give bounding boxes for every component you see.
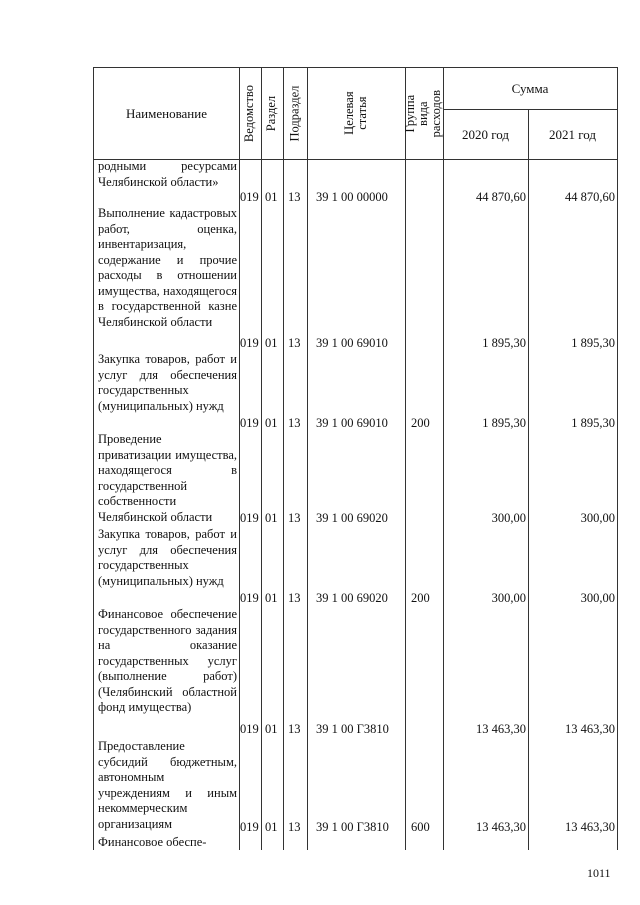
header-name: Наименование xyxy=(126,105,207,121)
row-name: Выполнение кадастровых работ, оценка, инвентаризация, содержание и прочие расходы в отношении имущества, находящегося в государственной казне Челябинской области xyxy=(98,206,237,329)
table-row xyxy=(94,159,617,205)
row-podr: 13 xyxy=(288,590,301,605)
row-podr: 13 xyxy=(288,721,301,736)
row-ved: 019 xyxy=(240,590,259,605)
table-row xyxy=(94,205,617,351)
table-row xyxy=(94,431,617,526)
header-gruppa: Группа вида расходов xyxy=(403,89,444,138)
row-ved: 019 xyxy=(240,335,259,350)
header-2021: 2021 год xyxy=(549,126,596,142)
row-name: Закупка товаров, работ и услуг для обеспечения государственных (муниципальных) нужд xyxy=(98,527,237,588)
row-sum-2020: 300,00 xyxy=(491,590,526,605)
row-ved: 019 xyxy=(240,819,259,834)
row-sum-2020: 300,00 xyxy=(491,510,526,525)
row-cs: 39 1 00 Г3810 xyxy=(316,721,389,736)
row-name: Проведение приватизации имущества, находящегося в государственной собственности Челябинской области xyxy=(98,432,237,524)
row-sum-2021: 1 895,30 xyxy=(571,335,615,350)
row-podr: 13 xyxy=(288,510,301,525)
row-cs: 39 1 00 69020 xyxy=(316,590,388,605)
header-razdel: Раздел xyxy=(264,95,279,132)
row-cs: 39 1 00 69010 xyxy=(316,415,388,430)
row-vr: 200 xyxy=(411,415,430,430)
header-podrazdel: Подраздел xyxy=(287,85,302,142)
row-razd: 01 xyxy=(265,819,278,834)
row-sum-2020: 1 895,30 xyxy=(482,335,526,350)
row-sum-2020: 13 463,30 xyxy=(476,721,526,736)
row-razd: 01 xyxy=(265,590,278,605)
row-sum-2021: 300,00 xyxy=(580,510,615,525)
row-ved: 019 xyxy=(240,721,259,736)
header-celevaya: Целевая статья xyxy=(341,91,369,136)
row-podr: 13 xyxy=(288,415,301,430)
table-row xyxy=(94,526,617,606)
row-sum-2021: 300,00 xyxy=(580,590,615,605)
header-vedomstvo: Ведомство xyxy=(242,84,257,143)
row-sum-2020: 13 463,30 xyxy=(476,819,526,834)
page-number: 1011 xyxy=(587,866,611,880)
row-cs: 39 1 00 00000 xyxy=(316,189,388,204)
row-cs: 39 1 00 69020 xyxy=(316,510,388,525)
row-name: Финансовое обеспе- xyxy=(98,835,207,849)
row-razd: 01 xyxy=(265,415,278,430)
row-ved: 019 xyxy=(240,510,259,525)
row-podr: 13 xyxy=(288,335,301,350)
row-sum-2021: 1 895,30 xyxy=(571,415,615,430)
row-razd: 01 xyxy=(265,189,278,204)
table-row xyxy=(94,835,617,850)
row-vr: 600 xyxy=(411,819,430,834)
row-sum-2021: 13 463,30 xyxy=(565,721,615,736)
header-summa: Сумма xyxy=(511,80,549,96)
row-name: Закупка товаров, работ и услуг для обеспечения государственных (муниципальных) нужд xyxy=(98,352,237,413)
row-podr: 13 xyxy=(288,819,301,834)
budget-table xyxy=(93,67,618,850)
row-podr: 13 xyxy=(288,189,301,204)
row-sum-2021: 13 463,30 xyxy=(565,819,615,834)
row-razd: 01 xyxy=(265,721,278,736)
row-cs: 39 1 00 Г3810 xyxy=(316,819,389,834)
row-sum-2020: 1 895,30 xyxy=(482,415,526,430)
row-name: Предоставление субсидий бюджетным, автономным учреждениям и иным некоммерческим организациям xyxy=(98,739,237,831)
row-razd: 01 xyxy=(265,335,278,350)
row-name: родными ресурсами Челябинской области» xyxy=(98,159,237,189)
table-row xyxy=(94,737,617,835)
row-razd: 01 xyxy=(265,510,278,525)
row-ved: 019 xyxy=(240,189,259,204)
row-cs: 39 1 00 69010 xyxy=(316,335,388,350)
table-row xyxy=(94,606,617,737)
row-name: Финансовое обеспечение государственного задания на оказание государственных услуг (выполнение работ) (Челябинский областной фонд имущества) xyxy=(98,607,237,714)
row-vr: 200 xyxy=(411,590,430,605)
row-sum-2021: 44 870,60 xyxy=(565,189,615,204)
table-row xyxy=(94,351,617,431)
row-sum-2020: 44 870,60 xyxy=(476,189,526,204)
row-ved: 019 xyxy=(240,415,259,430)
header-2020: 2020 год xyxy=(462,126,509,142)
